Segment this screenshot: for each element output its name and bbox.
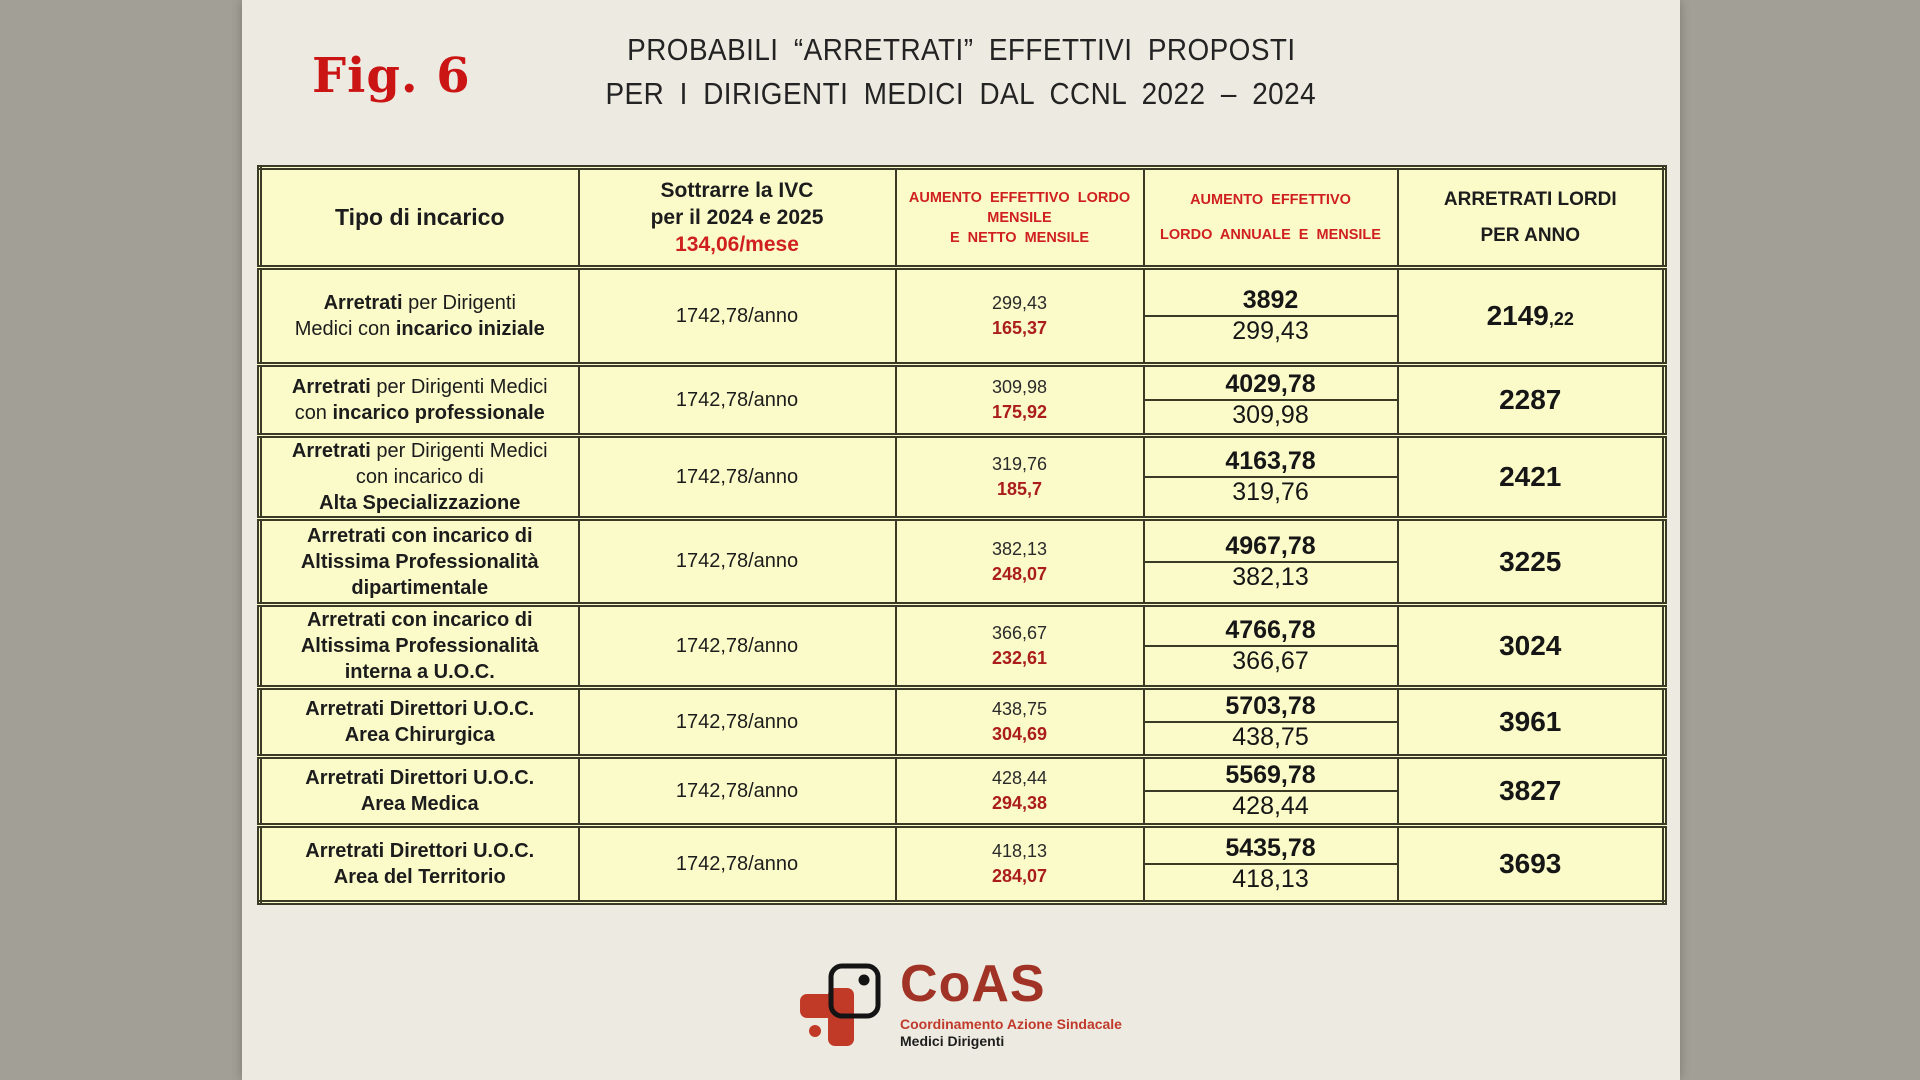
- cell-sottrarre-ivc: 1742,78/anno: [579, 365, 896, 436]
- cell-aumento-lordo-netto-mensile: 299,43 165,37: [896, 268, 1144, 365]
- cell-sottrarre-ivc: 1742,78/anno: [579, 826, 896, 903]
- cell-aumento-lordo-netto-mensile: 382,13 248,07: [896, 519, 1144, 605]
- cell-arretrati-lordi: 3961: [1398, 688, 1665, 757]
- cell-aumento-annuale-mensile: 5435,78 418,13: [1144, 826, 1398, 903]
- table-row: [260, 757, 1665, 826]
- cell-sottrarre-ivc: 1742,78/anno: [579, 688, 896, 757]
- cell-tipo-di-incarico: Arretrati per Dirigenti Medici con incarico professionale: [260, 365, 579, 436]
- cell-aumento-annuale-mensile: 4163,78 319,76: [1144, 436, 1398, 519]
- col-header-aumento-lordo-netto-mensile: AUMENTO EFFETTIVO LORDO MENSILE E NETTO MENSILE: [896, 168, 1144, 268]
- table-row: [260, 436, 1665, 519]
- cell-sottrarre-ivc: 1742,78/anno: [579, 268, 896, 365]
- cell-aumento-annuale-mensile: 5703,78 438,75: [1144, 688, 1398, 757]
- cell-arretrati-lordi: 3024: [1398, 605, 1665, 688]
- figure-label: Fig. 6: [312, 48, 471, 104]
- cell-arretrati-lordi: 2421: [1398, 436, 1665, 519]
- slide-title: [242, 28, 1680, 116]
- cell-tipo-di-incarico: Arretrati per Dirigenti Medici con incarico iniziale: [260, 268, 579, 365]
- table-row: [260, 365, 1665, 436]
- cell-aumento-lordo-netto-mensile: 319,76 185,7: [896, 436, 1144, 519]
- cell-aumento-lordo-netto-mensile: 366,67 232,61: [896, 605, 1144, 688]
- table-row: [260, 688, 1665, 757]
- cell-sottrarre-ivc: 1742,78/anno: [579, 436, 896, 519]
- slide-title-line2: PER I DIRIGENTI MEDICI DAL CCNL 2022 – 2024: [605, 76, 1317, 111]
- table-row: [260, 268, 1665, 365]
- cell-arretrati-lordi: 3225: [1398, 519, 1665, 605]
- table-body: [260, 268, 1665, 903]
- cell-arretrati-lordi: 3693: [1398, 826, 1665, 903]
- coas-logo-text: [900, 955, 1122, 1049]
- cell-aumento-lordo-netto-mensile: 428,44 294,38: [896, 757, 1144, 826]
- cell-sottrarre-ivc: 1742,78/anno: [579, 605, 896, 688]
- arretrati-table: [257, 165, 1667, 905]
- cell-arretrati-lordi: 3827: [1398, 757, 1665, 826]
- slide-title-line1: PROBABILI “ARRETRATI” EFFETTIVI PROPOSTI: [626, 32, 1296, 67]
- col-header-sottrarre-ivc: Sottrarre la IVC per il 2024 e 2025 134,06/mese: [579, 168, 896, 268]
- cell-tipo-di-incarico: Arretrati Direttori U.O.C. Area del Territorio: [260, 826, 579, 903]
- cell-aumento-annuale-mensile: 3892 299,43: [1144, 268, 1398, 365]
- cell-sottrarre-ivc: 1742,78/anno: [579, 519, 896, 605]
- coas-logo: [800, 955, 1122, 1058]
- coas-subtitle-2: Medici Dirigenti: [900, 1033, 1005, 1049]
- col-header-arretrati-lordi: ARRETRATI LORDI PER ANNO: [1398, 168, 1665, 268]
- cell-aumento-lordo-netto-mensile: 418,13 284,07: [896, 826, 1144, 903]
- coas-subtitle-1: Coordinamento Azione Sindacale: [900, 1016, 1122, 1032]
- table-row: [260, 605, 1665, 688]
- cell-aumento-annuale-mensile: 4967,78 382,13: [1144, 519, 1398, 605]
- cell-tipo-di-incarico: Arretrati con incarico di Altissima Professionalità dipartimentale: [260, 519, 579, 605]
- cell-aumento-lordo-netto-mensile: 438,75 304,69: [896, 688, 1144, 757]
- table-row: [260, 826, 1665, 903]
- cell-aumento-annuale-mensile: 5569,78 428,44: [1144, 757, 1398, 826]
- table-header-row: [260, 168, 1665, 268]
- cell-aumento-lordo-netto-mensile: 309,98 175,92: [896, 365, 1144, 436]
- slide: [242, 0, 1680, 1080]
- cell-tipo-di-incarico: Arretrati Direttori U.O.C. Area Chirurgica: [260, 688, 579, 757]
- cell-aumento-annuale-mensile: 4029,78 309,98: [1144, 365, 1398, 436]
- coas-logo-icon: [800, 958, 886, 1058]
- cell-arretrati-lordi: 2287: [1398, 365, 1665, 436]
- cell-tipo-di-incarico: Arretrati con incarico di Altissima Professionalità interna a U.O.C.: [260, 605, 579, 688]
- cell-arretrati-lordi: 2149,22: [1398, 268, 1665, 365]
- col-header-tipo-di-incarico: Tipo di incarico: [260, 168, 579, 268]
- cell-sottrarre-ivc: 1742,78/anno: [579, 757, 896, 826]
- cell-tipo-di-incarico: Arretrati Direttori U.O.C. Area Medica: [260, 757, 579, 826]
- col-header-aumento-annuale-mensile: AUMENTO EFFETTIVO LORDO ANNUALE E MENSILE: [1144, 168, 1398, 268]
- cell-tipo-di-incarico: Arretrati per Dirigenti Medici con incarico di Alta Specializzazione: [260, 436, 579, 519]
- cell-aumento-annuale-mensile: 4766,78 366,67: [1144, 605, 1398, 688]
- table-row: [260, 519, 1665, 605]
- coas-brand-name: CoAS: [900, 955, 1046, 1013]
